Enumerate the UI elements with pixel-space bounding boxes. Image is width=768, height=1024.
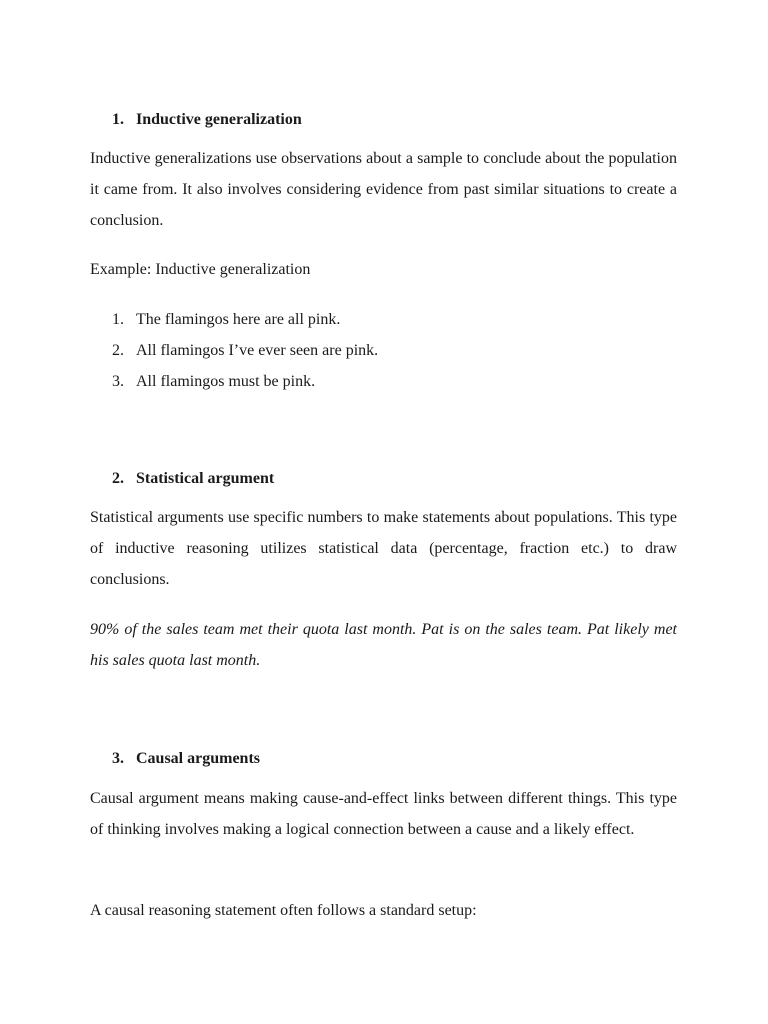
section-title: Statistical argument [136,470,275,487]
section-title: Causal arguments [136,750,261,767]
section-title: Inductive generalization [136,111,302,128]
section-heading-causal-arguments [112,749,260,769]
section-paragraph: Causal argument means making cause-and-effect links between different things. This type of thinking involves making a logical connection between a cause and a likely effect. [90,790,677,838]
example-list [112,304,378,397]
list-item: 1. The flamingos here are all pink. [112,311,341,328]
list-item: 2. All flamingos I’ve ever seen are pink. [112,342,379,359]
section-paragraph: Statistical arguments use specific numbers to make statements about populations. This type of inductive reasoning utilizes statistical data (percentage, fraction etc.) to draw conclusions. [90,509,677,588]
section-number: 1. [112,111,124,128]
example-label: Example: Inductive generalization [90,261,311,278]
section-heading-inductive-generalization [112,110,302,130]
followup-text: A causal reasoning statement often follows a standard setup: [90,902,477,919]
section-paragraph: Inductive generalizations use observations about a sample to conclude about the population it came from. It also involves considering evidence from past similar situations to create a conclusion. [90,150,677,229]
section-number: 2. [112,470,124,487]
list-item: 3. All flamingos must be pink. [112,373,316,390]
example-statement: 90% of the sales team met their quota last month. Pat is on the sales team. Pat likely met his sales quota last month. [90,621,677,669]
section-number: 3. [112,750,124,767]
section-heading-statistical-argument [112,469,274,489]
